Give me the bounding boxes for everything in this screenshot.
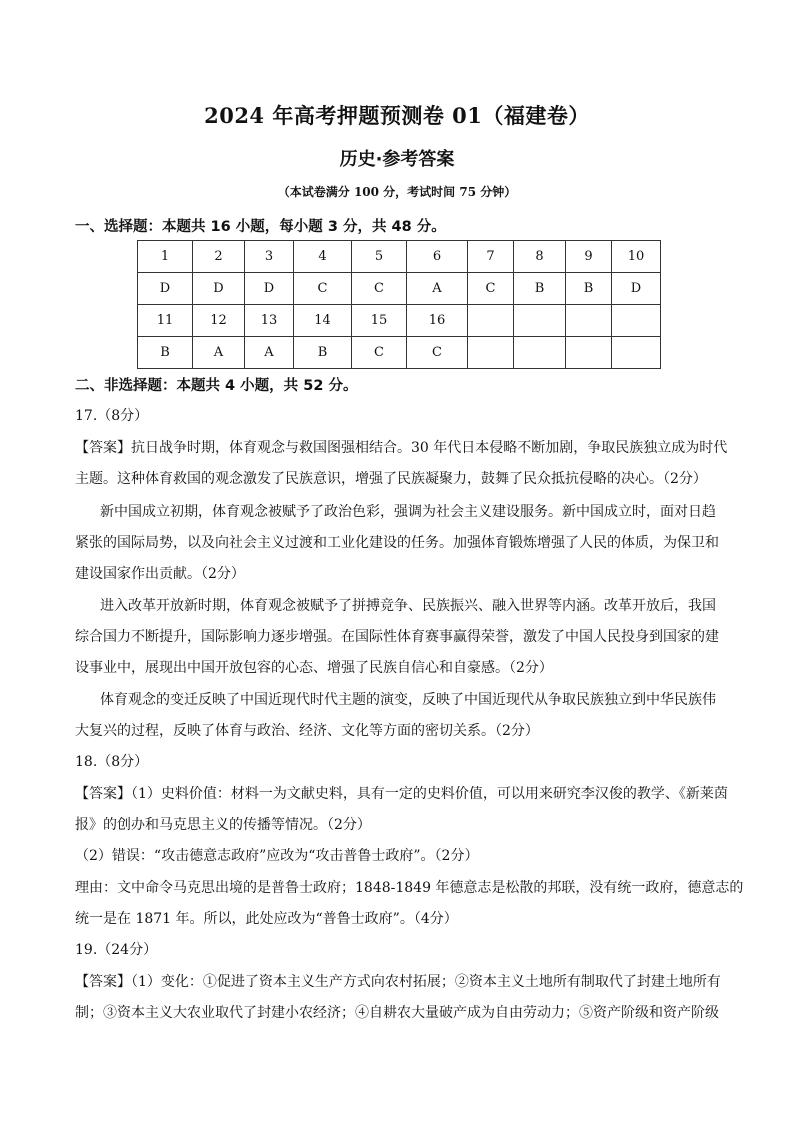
table-row <box>138 337 661 369</box>
table-cell <box>566 305 612 337</box>
answer-table <box>137 240 661 369</box>
table-cell: C <box>294 273 352 305</box>
answer-line: 建设国家作出贡献。（2分） <box>75 566 245 582</box>
table-cell: C <box>352 337 407 369</box>
answer-line: 理由：文中命令马克思出境的是普鲁士政府；1848-1849 年德意志是松散的邦联，没有统一政府，德意志的 <box>75 880 744 896</box>
question-number-17: 17.（8分） <box>75 408 149 424</box>
answer-line: 【答案】（1）变化：①促进了资本主义生产方式向农村拓展；②资本主义土地所有制取代了封建土地所有 <box>75 974 721 990</box>
table-cell: 9 <box>566 241 612 273</box>
table-row <box>138 273 661 305</box>
table-cell: 10 <box>612 241 661 273</box>
answer-line: 综合国力不断提升，国际影响力逐步增强。在国际性体育赛事赢得荣誉，激发了中国人民投身到国家的建 <box>75 629 719 645</box>
answer-line: 主题。这种体育救国的观念激发了民族意识，增强了民族凝聚力，鼓舞了民众抵抗侵略的决心。（2分） <box>75 471 707 487</box>
table-cell: A <box>407 273 468 305</box>
table-cell: D <box>193 273 245 305</box>
table-cell: B <box>294 337 352 369</box>
table-cell: 1 <box>138 241 193 273</box>
table-cell: 13 <box>245 305 294 337</box>
table-cell: 5 <box>352 241 407 273</box>
table-cell: A <box>245 337 294 369</box>
section-heading-choice: 一、选择题：本题共 16 小题，每小题 3 分，共 48 分。 <box>75 219 446 235</box>
table-cell: D <box>245 273 294 305</box>
table-cell: 16 <box>407 305 468 337</box>
answer-line: 新中国成立初期，体育观念被赋予了政治色彩，强调为社会主义建设服务。新中国成立时，面对日趋 <box>100 504 716 520</box>
answer-line: 【答案】（1）史料价值：材料一为文献史料，具有一定的史料价值，可以用来研究李汉俊的教学、《新莱茵 <box>75 786 728 802</box>
table-cell: 7 <box>468 241 514 273</box>
table-cell: D <box>138 273 193 305</box>
table-cell: C <box>407 337 468 369</box>
answer-line: 进入改革开放新时期，体育观念被赋予了拼搏竞争、民族振兴、融入世界等内涵。改革开放后，我国 <box>100 598 716 614</box>
table-cell <box>468 337 514 369</box>
table-cell: B <box>566 273 612 305</box>
table-row <box>138 241 661 273</box>
table-cell: A <box>193 337 245 369</box>
table-cell: 11 <box>138 305 193 337</box>
question-number-18: 18.（8分） <box>75 754 149 770</box>
answer-line: 设事业中，展现出中国开放包容的心态、增强了民族自信心和自豪感。（2分） <box>75 660 553 676</box>
answer-line: 统一是在 1871 年。所以，此处应改为“普鲁士政府”。（4分） <box>75 911 458 927</box>
page-title: 2024 年高考押题预测卷 01（福建卷） <box>204 103 590 128</box>
table-row <box>138 305 661 337</box>
table-cell <box>514 337 566 369</box>
answer-line: （2）错误：“攻击德意志政府”应改为“攻击普鲁士政府”。（2分） <box>75 848 479 864</box>
answer-line: 【答案】抗日战争时期，体育观念与救国图强相结合。30 年代日本侵略不断加剧，争取民族独立成为时代 <box>75 440 728 456</box>
table-cell: C <box>352 273 407 305</box>
table-cell: D <box>612 273 661 305</box>
section-heading-nonchoice: 二、非选择题：本题共 4 小题，共 52 分。 <box>75 378 358 394</box>
table-cell: 3 <box>245 241 294 273</box>
answer-line: 体育观念的变迁反映了中国近现代时代主题的演变，反映了中国近现代从争取民族独立到中华民族伟 <box>100 692 716 708</box>
table-cell: 15 <box>352 305 407 337</box>
table-cell: B <box>138 337 193 369</box>
answer-line: 紧张的国际局势，以及向社会主义过渡和工业化建设的任务。加强体育锻炼增强了人民的体质，为保卫和 <box>75 535 719 551</box>
table-cell <box>612 305 661 337</box>
answer-line: 大复兴的过程，反映了体育与政治、经济、文化等方面的密切关系。（2分） <box>75 723 539 739</box>
page-subtitle: 历史·参考答案 <box>339 149 455 170</box>
exam-note: （本试卷满分 100 分，考试时间 75 分钟） <box>277 185 517 199</box>
table-cell: 8 <box>514 241 566 273</box>
table-cell: 2 <box>193 241 245 273</box>
answer-line: 报》的创办和马克思主义的传播等情况。（2分） <box>75 817 371 833</box>
table-cell <box>612 337 661 369</box>
answer-line: 制；③资本主义大农业取代了封建小农经济；④自耕农大量破产成为自由劳动力；⑤资产阶级和资产阶级 <box>75 1005 719 1021</box>
table-cell <box>468 305 514 337</box>
table-cell <box>566 337 612 369</box>
table-cell: 4 <box>294 241 352 273</box>
table-cell: 6 <box>407 241 468 273</box>
table-cell: 14 <box>294 305 352 337</box>
table-cell: C <box>468 273 514 305</box>
table-cell: 12 <box>193 305 245 337</box>
question-number-19: 19.（24分） <box>75 942 158 958</box>
table-cell: B <box>514 273 566 305</box>
table-cell <box>514 305 566 337</box>
